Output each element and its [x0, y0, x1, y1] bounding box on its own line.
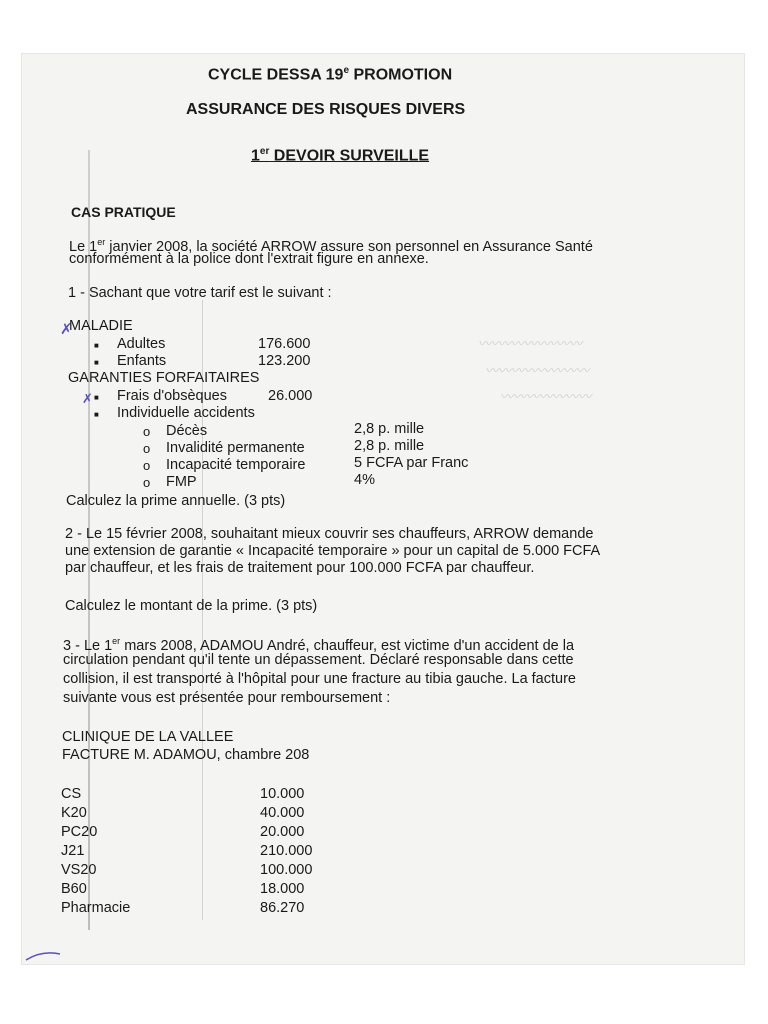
- q3-line-3: collision, il est transporté à l'hôpital pour une fracture au tibia gauche. La facture: [63, 671, 576, 687]
- facture-row-label: CS: [61, 786, 82, 802]
- q3-line-2: circulation pendant qu'il tente un dépassement. Déclaré responsable dans cette: [63, 652, 574, 668]
- facture-row-value: 20.000: [260, 824, 305, 840]
- faint-handwriting: 〰〰〰〰〰〰〰: [500, 390, 592, 405]
- garanties-heading: GARANTIES FORFAITAIRES: [68, 370, 260, 386]
- pen-mark-icon: ✗: [82, 391, 93, 406]
- header-cycle: CYCLE DESSA 19e PROMOTION: [208, 65, 453, 84]
- enfants-value: 123.200: [258, 353, 311, 369]
- pen-mark-icon: ✗: [60, 321, 73, 338]
- sub-label: Invalidité permanente: [166, 440, 305, 456]
- clinique-name: CLINIQUE DE LA VALLEE: [62, 729, 234, 745]
- facture-row-label: VS20: [61, 862, 97, 878]
- q2-line-3: par chauffeur, et les frais de traitement pour 100.000 FCFA par chauffeur.: [65, 560, 535, 576]
- sub-value: 2,8 p. mille: [354, 421, 425, 437]
- facture-row-value: 86.270: [260, 900, 305, 916]
- facture-row-label: B60: [61, 881, 87, 897]
- intro-line-2: conformément à la police dont l'extrait figure en annexe.: [69, 251, 429, 267]
- circle-bullet-icon: o: [143, 458, 151, 473]
- bullet-icon: ■: [94, 341, 99, 350]
- facture-row-value: 10.000: [260, 786, 305, 802]
- bullet-icon: ■: [94, 393, 99, 402]
- maladie-heading: MALADIE: [69, 318, 133, 334]
- faint-handwriting: 〰〰〰〰〰〰〰〰: [485, 364, 590, 379]
- circle-bullet-icon: o: [143, 475, 151, 490]
- header-devoir: 1er DEVOIR SURVEILLE: [251, 146, 430, 165]
- q3-line-4: suivante vous est présentée pour remboursement :: [63, 690, 391, 706]
- q2-line-2: une extension de garantie « Incapacité temporaire » pour un capital de 5.000 FCFA: [65, 543, 601, 559]
- bullet-icon: ■: [94, 358, 99, 367]
- facture-row-value: 40.000: [260, 805, 305, 821]
- cas-pratique-title: CAS PRATIQUE: [71, 204, 176, 220]
- sub-label: Incapacité temporaire: [166, 457, 306, 473]
- q1-calc: Calculez la prime annuelle. (3 pts): [66, 493, 286, 509]
- sub-label: FMP: [166, 474, 197, 490]
- header-assurance: ASSURANCE DES RISQUES DIVERS: [186, 101, 466, 118]
- adultes-label: Adultes: [117, 336, 166, 352]
- facture-row-value: 210.000: [260, 843, 313, 859]
- faint-handwriting: 〰〰〰〰〰〰〰〰: [478, 337, 583, 352]
- sub-value: 5 FCFA par Franc: [354, 455, 469, 471]
- circle-bullet-icon: o: [143, 424, 151, 439]
- sub-label: Décès: [166, 423, 208, 439]
- facture-row-value: 18.000: [260, 881, 305, 897]
- frais-label: Frais d'obsèques: [117, 388, 227, 404]
- q1-intro: 1 - Sachant que votre tarif est le suivant :: [68, 285, 332, 301]
- circle-bullet-icon: o: [143, 441, 151, 456]
- q2-line-1: 2 - Le 15 février 2008, souhaitant mieux couvrir ses chauffeurs, ARROW demande: [65, 526, 594, 542]
- bullet-icon: ■: [94, 410, 99, 419]
- facture-row-value: 100.000: [260, 862, 313, 878]
- pen-stroke-icon: [24, 948, 64, 964]
- q2-calc: Calculez le montant de la prime. (3 pts): [65, 598, 318, 614]
- facture-row-label: J21: [61, 843, 85, 859]
- enfants-label: Enfants: [117, 353, 167, 369]
- facture-row-label: K20: [61, 805, 87, 821]
- sub-value: 2,8 p. mille: [354, 438, 425, 454]
- q3-line-1: 3 - Le 1er mars 2008, ADAMOU André, chauffeur, est victime d'un accident de la: [63, 636, 575, 654]
- adultes-value: 176.600: [258, 336, 311, 352]
- frais-value: 26.000: [268, 388, 313, 404]
- facture-row-label: Pharmacie: [61, 900, 131, 916]
- intro-line-1: Le 1er janvier 2008, la société ARROW assure son personnel en Assurance Santé: [69, 237, 593, 255]
- sub-value: 4%: [354, 472, 375, 488]
- facture-title: FACTURE M. ADAMOU, chambre 208: [62, 747, 310, 763]
- indiv-label: Individuelle accidents: [117, 405, 255, 421]
- facture-row-label: PC20: [61, 824, 98, 840]
